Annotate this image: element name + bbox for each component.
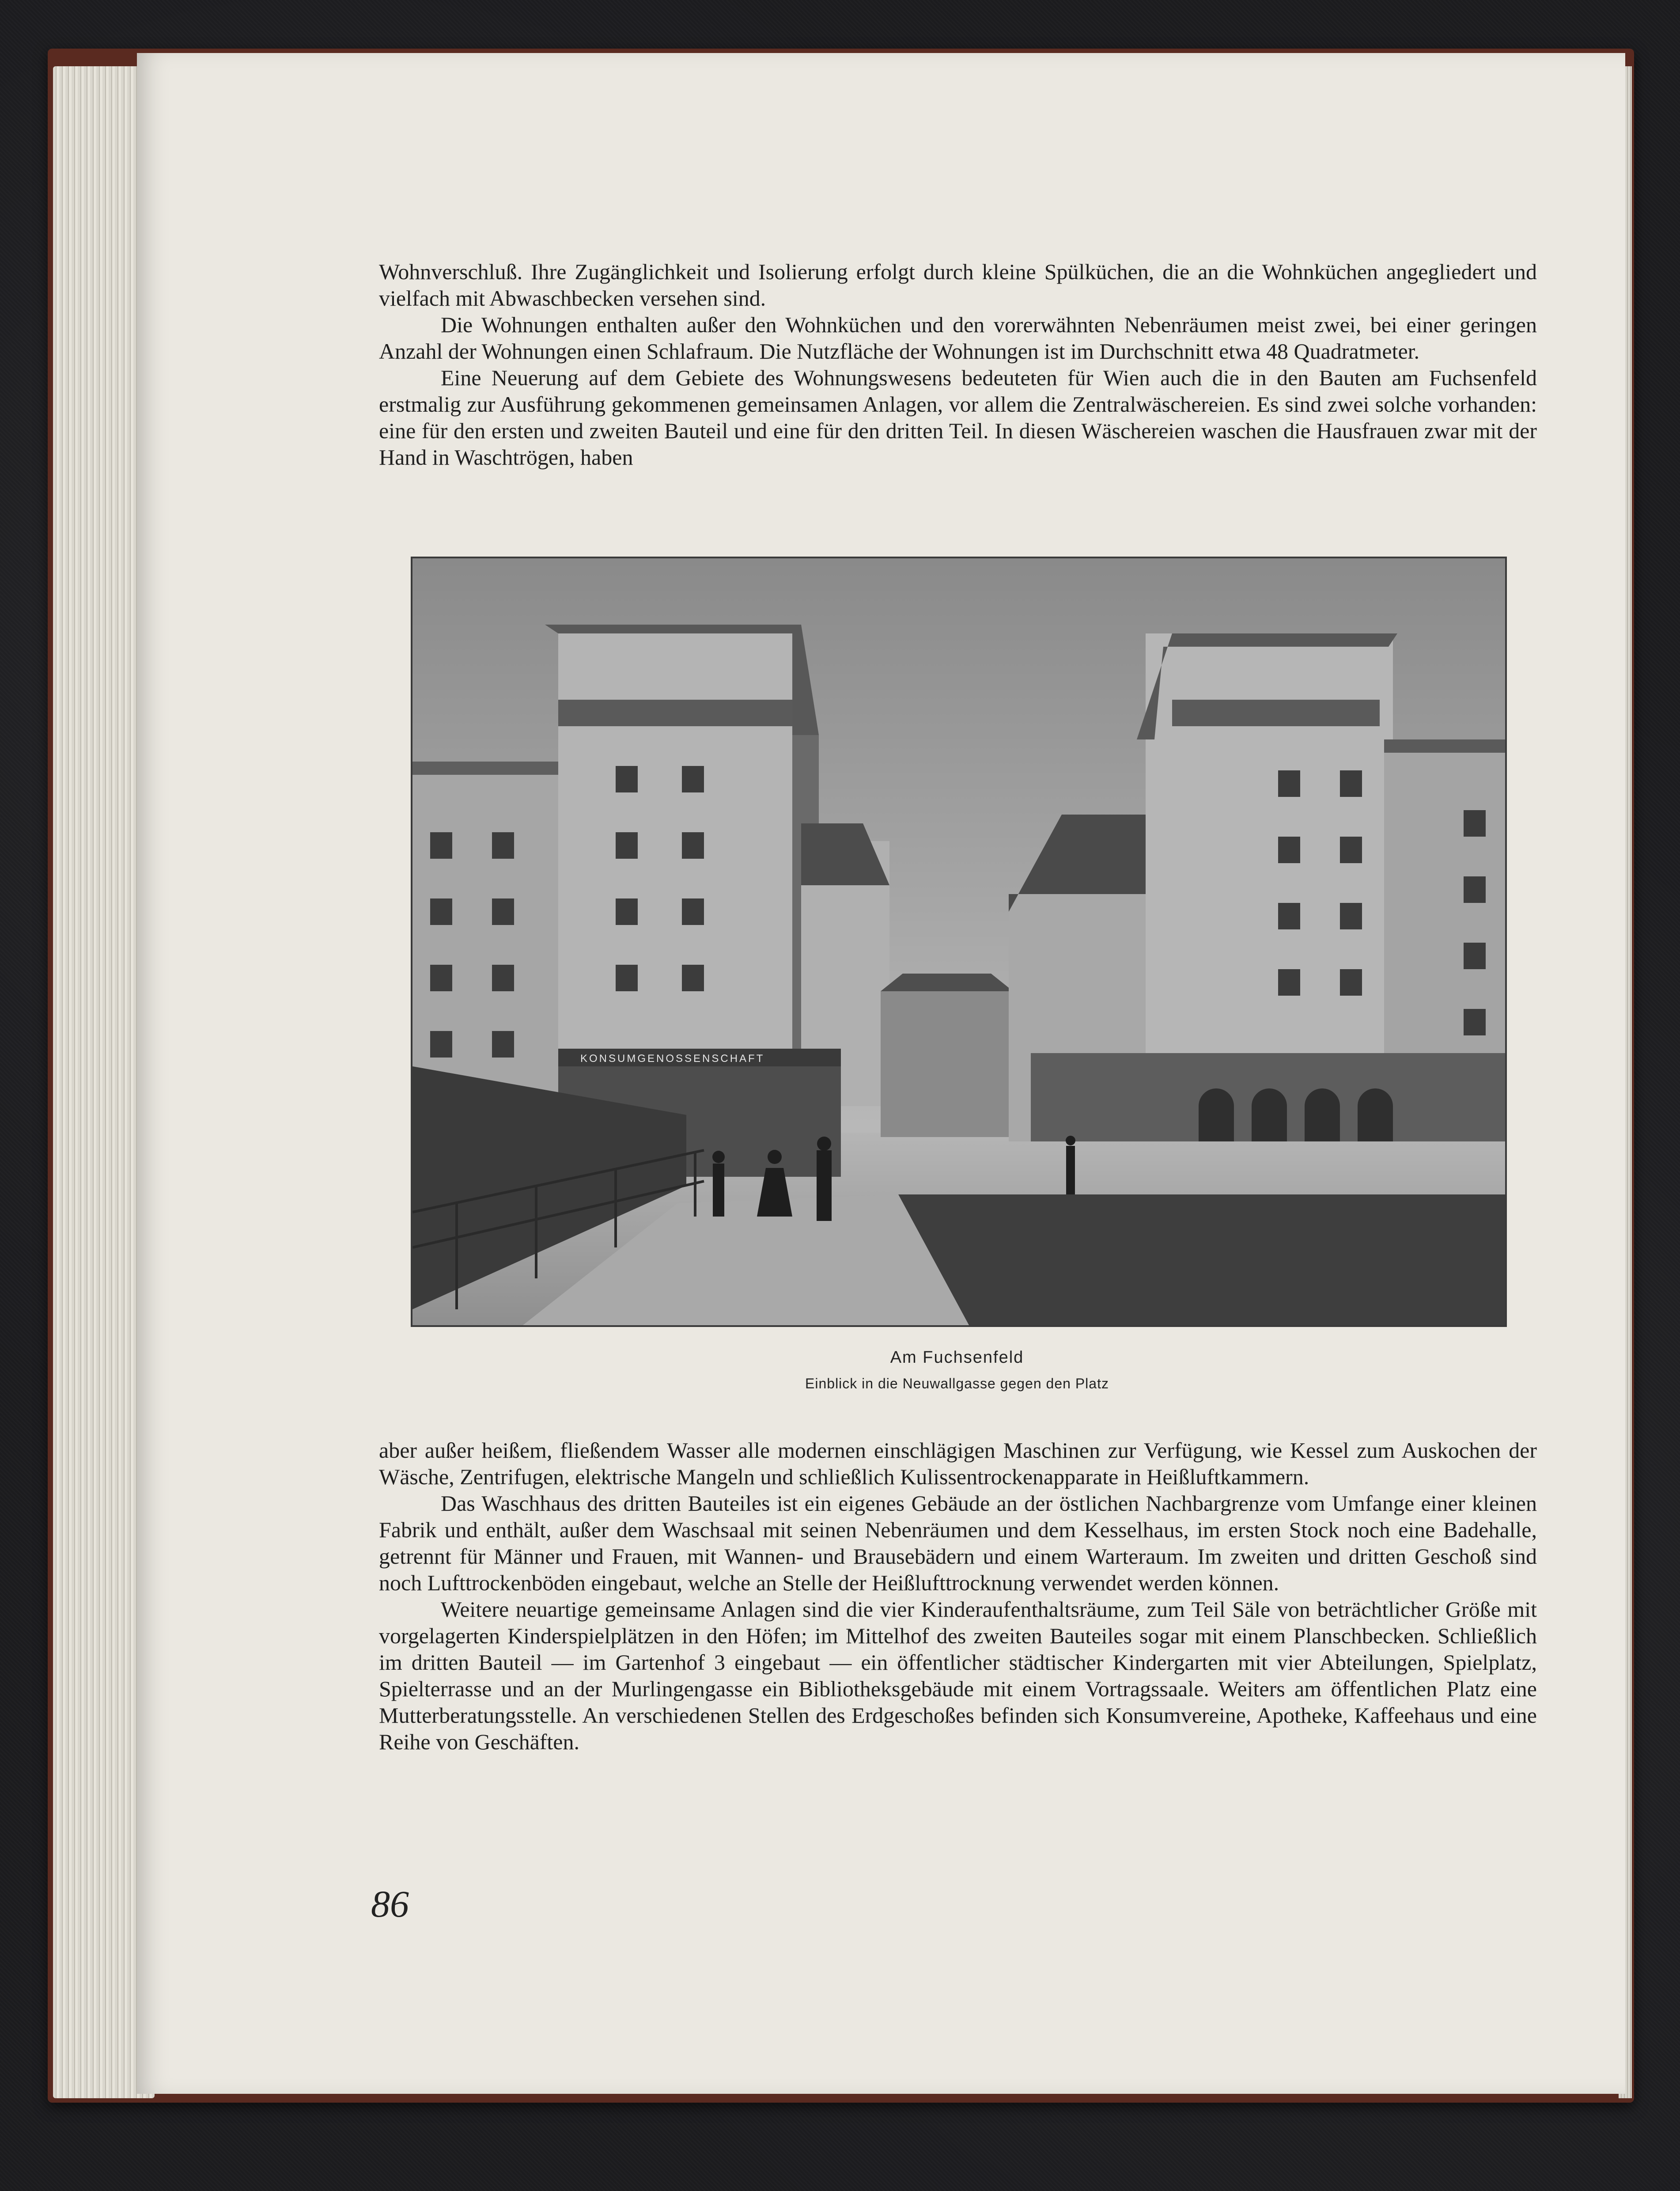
- street-photo: [411, 557, 1507, 1327]
- paragraph: Eine Neuerung auf dem Gebiete des Wohnungswesens bedeuteten für Wien auch die in den Bauten am Fuchsenfeld erstmalig zur Ausführung gekommenen gemeinsamen Anlagen, vor allem die Zentralwäschereien. Es sind zwei solche vorhanden: eine für den ersten und zweiten Bauteil und eine für den dritten Teil. In diesen Wäschereien waschen die Hausfrauen zwar mit der Hand in Waschtrögen, haben: [379, 365, 1537, 470]
- caption-title: Am Fuchsenfeld: [890, 1348, 1024, 1367]
- photo-illustration: [412, 558, 1505, 1325]
- shop-sign-text: KONSUMGENOSSENSCHAFT: [580, 1053, 765, 1065]
- text-block-top: [379, 258, 1537, 470]
- paragraph: Die Wohnungen enthalten außer den Wohnküchen und den vorerwähnten Nebenräumen meist zwei, bei einer geringen Anzahl der Wohnungen einen Schlafraum. Die Nutzfläche der Wohnungen ist im Durchschnitt etwa 48 Quadratmeter.: [379, 312, 1537, 364]
- page-number: 86: [371, 1883, 409, 1925]
- paragraph: Weitere neuartige gemeinsame Anlagen sind die vier Kinderaufenthaltsräume, zum Teil Säle von beträchtlicher Größe mit vorgelagerten Kinderspielplätzen in den Höfen; im Mittelhof des zweiten Bauteiles sogar mit einem Planschbecken. Schließlich im dritten Bauteil — im Gartenhof 3 eingebaut — ein öffentlicher städtischer Kindergarten mit vier Abteilungen, Spielplatz, Spielterrasse und an der Murlingengasse ein Bibliotheksgebäude mit einem Vortragssaale. Weiters am öffentlichen Platz eine Mutterberatungsstelle. An verschiedenen Stellen des Erdgeschoßes befinden sich Konsumvereine, Apotheke, Kaffeehaus und eine Reihe von Geschäften.: [379, 1597, 1537, 1754]
- paragraph: aber außer heißem, fließendem Wasser alle modernen einschlägigen Maschinen zur Verfügung, wie Kessel zum Auskochen der Wäsche, Zentrifugen, elektrische Mangeln und schließlich Kulissentrockenapparate in Heißluftkammern.: [379, 1438, 1537, 1489]
- paragraph: Das Waschhaus des dritten Bauteiles ist ein eigenes Gebäude an der östlichen Nachbargrenze vom Umfange einer kleinen Fabrik und enthält, außer dem Waschsaal mit seinen Nebenräumen und dem Kesselhaus, im ersten Stock noch eine Badehalle, getrennt für Männer und Frauen, mit Wannen- und Brausebädern und einem Warteraum. Im zweiten und dritten Geschoß sind noch Lufttrockenböden eingebaut, welche an Stelle der Heißlufttrocknung verwendet werden können.: [379, 1491, 1537, 1595]
- caption-subtitle: Einblick in die Neuwallgasse gegen den Platz: [805, 1376, 1109, 1391]
- text-block-bottom: [379, 1437, 1537, 1755]
- paragraph: Wohnverschluß. Ihre Zugänglichkeit und Isolierung erfolgt durch kleine Spülküchen, die an die Wohnküchen angegliedert und vielfach mit Abwaschbecken versehen sind.: [379, 259, 1537, 311]
